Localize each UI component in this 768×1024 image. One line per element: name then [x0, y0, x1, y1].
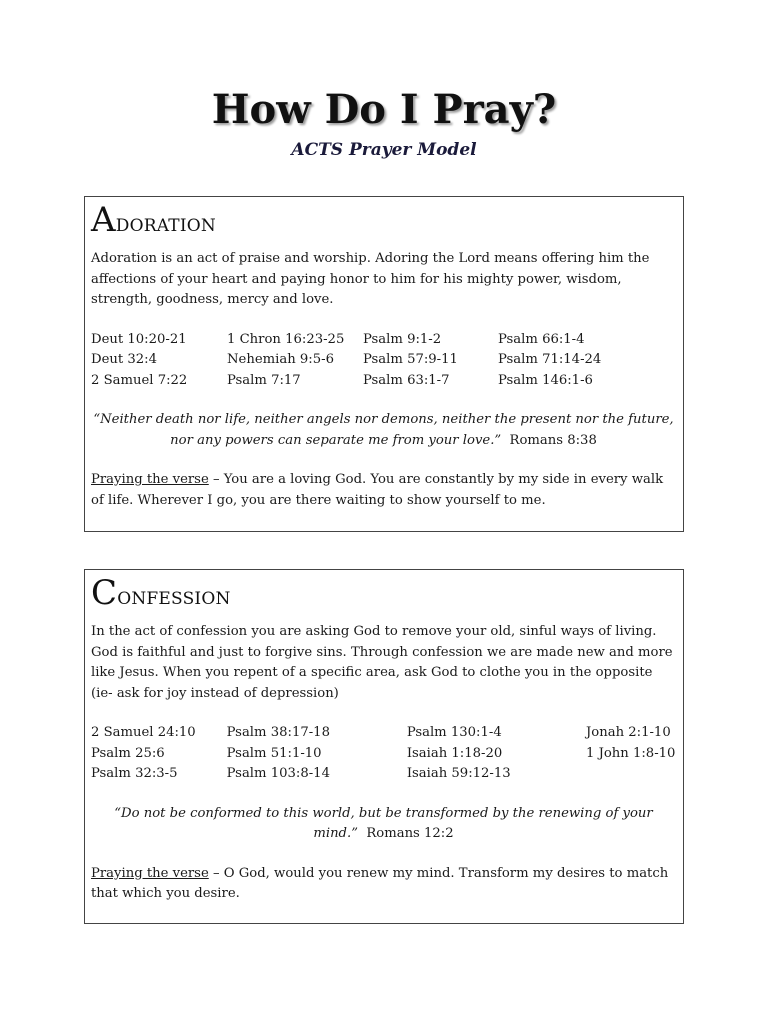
reference-cell: 2 Samuel 24:10	[91, 725, 196, 741]
quote-reference: Romans 8:38	[509, 432, 597, 448]
reference-cell: Psalm 63:1-7	[363, 372, 450, 388]
praying-label: Praying the verse	[91, 865, 209, 881]
reference-table	[91, 723, 676, 784]
praying-label: Praying the verse	[91, 472, 209, 488]
reference-cell: Psalm 130:1-4	[406, 725, 502, 741]
reference-cell: 2 Samuel 7:22	[91, 372, 188, 388]
reference-cell: Isaiah 59:12-13	[406, 766, 511, 782]
praying-the-verse	[91, 864, 676, 905]
reference-table	[91, 330, 638, 391]
reference-cell: Psalm 32:3-5	[91, 766, 178, 782]
quote-text: “Do not be conformed to this world, but be transformed by the renewing of your mind.”	[114, 805, 653, 842]
reference-cell: 1 John 1:8-10	[585, 745, 676, 761]
reference-cell: Deut 32:4	[91, 352, 157, 368]
reference-cell: Psalm 7:17	[227, 372, 301, 388]
reference-cell: Psalm 57:9-11	[363, 352, 458, 368]
reference-cell: Jonah 2:1-10	[585, 725, 671, 741]
reference-cell: Deut 10:20-21	[91, 331, 187, 347]
section-description: In the act of confession you are asking God to remove your old, sinful ways of living. God is faithful and just to forgive sins. Through confession we are made new and more like Jesus. When you repent of a specific area, ask God to clothe you in the opposite (ie- ask for joy instead of depression)	[91, 624, 673, 701]
reference-cell: Psalm 146:1-6	[498, 372, 593, 388]
section-heading	[91, 574, 676, 618]
section-heading	[91, 201, 676, 245]
reference-row	[91, 764, 676, 784]
reference-cell: Isaiah 1:18-20	[406, 745, 503, 761]
reference-cell: Psalm 66:1-4	[498, 331, 585, 347]
reference-cell: Psalm 51:1-10	[226, 745, 322, 761]
reference-cell: 1 Chron 16:23-25	[227, 331, 345, 347]
scripture-references	[91, 723, 676, 784]
reference-cell: Psalm 71:14-24	[498, 352, 602, 368]
scripture-references	[91, 330, 676, 391]
reference-cell: Psalm 38:17-18	[226, 725, 330, 741]
reference-cell: Psalm 25:6	[91, 745, 165, 761]
adoration-section	[84, 196, 684, 532]
page-subtitle: ACTS Prayer Model	[291, 140, 477, 160]
confession-section	[84, 569, 684, 924]
page-title: How Do I Pray?	[211, 86, 557, 133]
reference-cell: Nehemiah 9:5-6	[227, 352, 334, 368]
reference-cell: Psalm 9:1-2	[363, 331, 442, 347]
reference-row	[91, 744, 676, 764]
quote-reference: Romans 12:2	[366, 826, 454, 842]
scripture-quote	[91, 410, 676, 451]
heading-rest: ONFESSION	[117, 589, 231, 609]
heading-initial: A	[91, 200, 116, 240]
reference-row	[91, 330, 638, 350]
reference-row	[91, 371, 638, 391]
scripture-quote	[91, 804, 676, 845]
heading-rest: DORATION	[115, 216, 216, 236]
reference-row	[91, 350, 638, 370]
praying-text: – You are a loving God. You are constantly by my side in every walk of life. Wherever I go, you are there waiting to show yourself to me.	[91, 472, 664, 508]
reference-row	[91, 723, 676, 743]
reference-cell: Psalm 103:8-14	[226, 766, 330, 782]
praying-the-verse	[91, 470, 676, 511]
heading-initial: C	[91, 573, 118, 613]
quote-text: “Neither death nor life, neither angels nor demons, neither the present nor the future, nor any powers can separate me from your love.”	[93, 412, 674, 448]
reference-cell	[586, 764, 676, 784]
section-description: Adoration is an act of praise and worship. Adoring the Lord means offering him the affections of your heart and paying honor to him for his mighty power, wisdom, strength, goodness, mercy and love.	[91, 251, 650, 308]
praying-text: – O God, would you renew my mind. Transform my desires to match that which you desire.	[91, 865, 669, 902]
